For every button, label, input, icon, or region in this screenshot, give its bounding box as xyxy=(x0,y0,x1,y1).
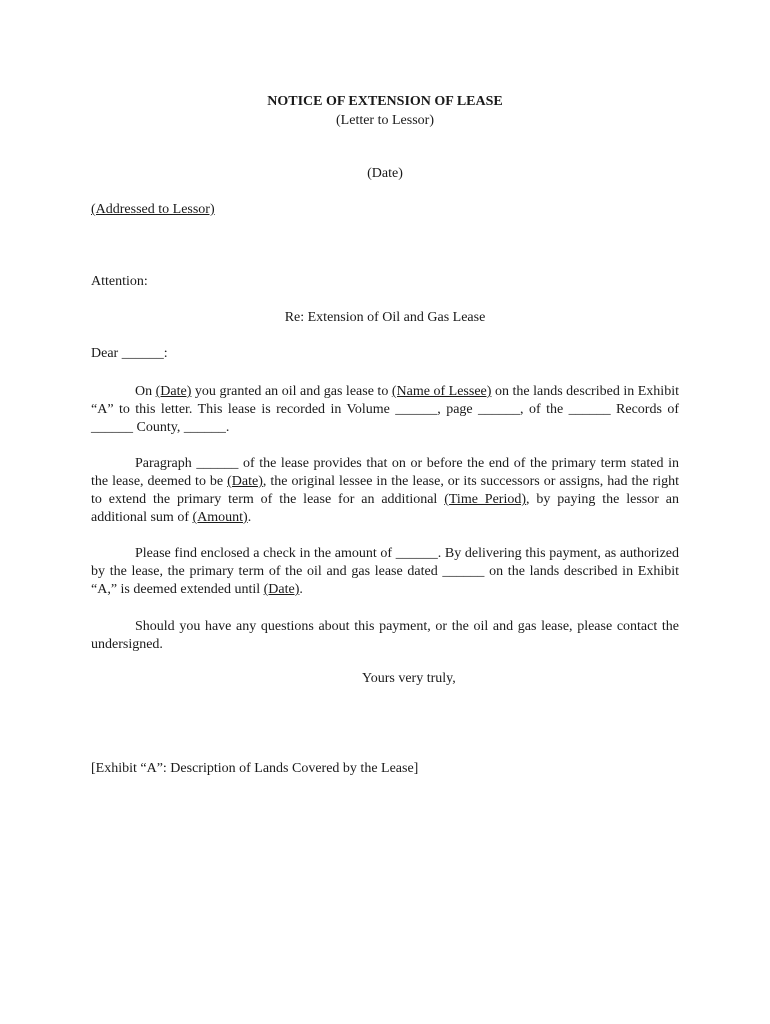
paragraph-text: . xyxy=(299,582,303,597)
paragraph-text: , the original lessee in the lease, or its successors or assigns, had the right to extend the primary term of the lease for an additional xyxy=(91,474,680,507)
re-line: Re: Extension of Oil and Gas Lease xyxy=(284,310,486,325)
paragraph-text: . xyxy=(247,510,252,525)
date-placeholder: (Date) xyxy=(227,474,263,489)
exhibit-note: [Exhibit “A”: Description of Lands Covered by the Lease] xyxy=(91,761,419,776)
paragraph-lease-grant xyxy=(91,383,679,437)
closing-line: Yours very truly, xyxy=(362,671,456,686)
paragraph-text: on the lands described in Exhibit “A” to this letter. This lease is recorded in Volume ______, page ______, of the ______ Records of ______ County, ______. xyxy=(91,384,679,435)
amount-placeholder: (Amount) xyxy=(192,510,248,525)
paragraph-text: On xyxy=(135,384,156,399)
paragraph-text: Paragraph ______ of the lease provides that on or before the end of the primary term stated in the lease, deemed to be xyxy=(91,456,679,489)
document-title: NOTICE OF EXTENSION OF LEASE xyxy=(267,94,503,109)
date-placeholder: (Date) xyxy=(263,582,300,597)
paragraph-text: you granted an oil and gas lease to xyxy=(191,384,392,399)
paragraph-text: Please find enclosed a check in the amount of ______. By delivering this payment, as authorized by the lease, the primary term of the oil and gas lease dated ______ on the lands described in Exhibit “A,” is deemed extended until xyxy=(91,546,679,597)
paragraph-text: , by paying the lessor an additional sum of xyxy=(91,492,679,525)
lessee-name-placeholder: (Name of Lessee) xyxy=(391,384,492,399)
date-placeholder: (Date) xyxy=(155,384,192,399)
paragraph-payment xyxy=(91,545,679,599)
document-subtitle: (Letter to Lessor) xyxy=(336,113,434,128)
salutation: Dear ______: xyxy=(91,346,168,361)
date-placeholder: (Date) xyxy=(367,166,403,181)
paragraph-text: Should you have any questions about this payment, or the oil and gas lease, please contact the undersigned. xyxy=(91,619,679,652)
time-period-placeholder: (Time Period) xyxy=(444,492,527,507)
paragraph-extension-right xyxy=(91,455,679,527)
attention-line: Attention: xyxy=(91,274,148,289)
addressee-placeholder: (Addressed to Lessor) xyxy=(91,202,215,217)
paragraph-contact xyxy=(91,618,679,654)
